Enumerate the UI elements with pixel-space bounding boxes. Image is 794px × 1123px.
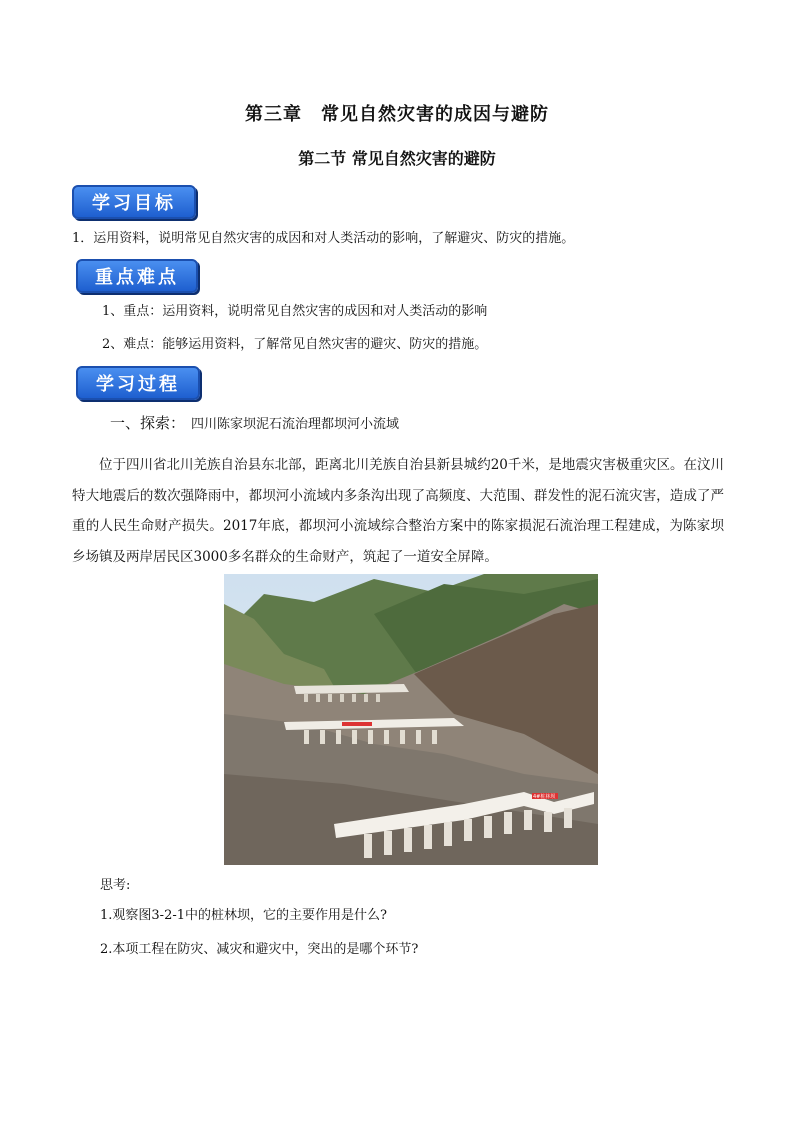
section-title: 第二节 常见自然灾害的避防 xyxy=(298,149,496,168)
question-1: 1.观察图3-2-1中的桩林坝，它的主要作用是什么? xyxy=(100,908,387,923)
explore-heading xyxy=(110,412,399,433)
difficult-point-item: 2、难点：能够运用资料，了解常见自然灾害的避灾、防灾的措施。 xyxy=(102,337,488,352)
key-points-badge: 重点难点 xyxy=(76,259,198,293)
dam-sign-text: 4#桩林坝 xyxy=(533,794,556,800)
objective-item: 1．运用资料，说明常见自然灾害的成因和对人类活动的影响，了解避灾、防灾的措施。 xyxy=(72,231,575,246)
chapter-title: 第三章 常见自然灾害的成因与避防 xyxy=(245,104,549,125)
question-2: 2.本项工程在防灾、减灾和避灾中，突出的是哪个环节? xyxy=(100,942,419,957)
process-badge: 学习过程 xyxy=(76,366,200,400)
key-point-item: 1、重点：运用资料，说明常见自然灾害的成因和对人类活动的影响 xyxy=(102,304,488,319)
thinking-label: 思考: xyxy=(100,878,131,893)
objectives-badge: 学习目标 xyxy=(72,185,196,219)
explore-subtitle: 四川陈家坝泥石流治理都坝河小流域 xyxy=(191,417,400,432)
pile-dam-illustration xyxy=(224,574,598,865)
pile-dam-photo xyxy=(224,574,598,865)
explore-label: 一、探索： xyxy=(110,414,186,432)
case-passage: 位于四川省北川羌族自治县东北部，距离北川羌族自治县新县城约20千米，是地震灾害极重灾区。在汶川特大地震后的数次强降雨中，都坝河小流域内多条沟出现了高频度、大范围、群发性的泥石流灾害，造成了严重的人民生命财产损失。2017年底，都坝河小流域综合整治方案中的陈家损泥石流治理工程建成，为陈家坝乡场镇及两岸居民区3000多名群众的生命财产，筑起了一道安全屏障。 xyxy=(72,457,724,565)
